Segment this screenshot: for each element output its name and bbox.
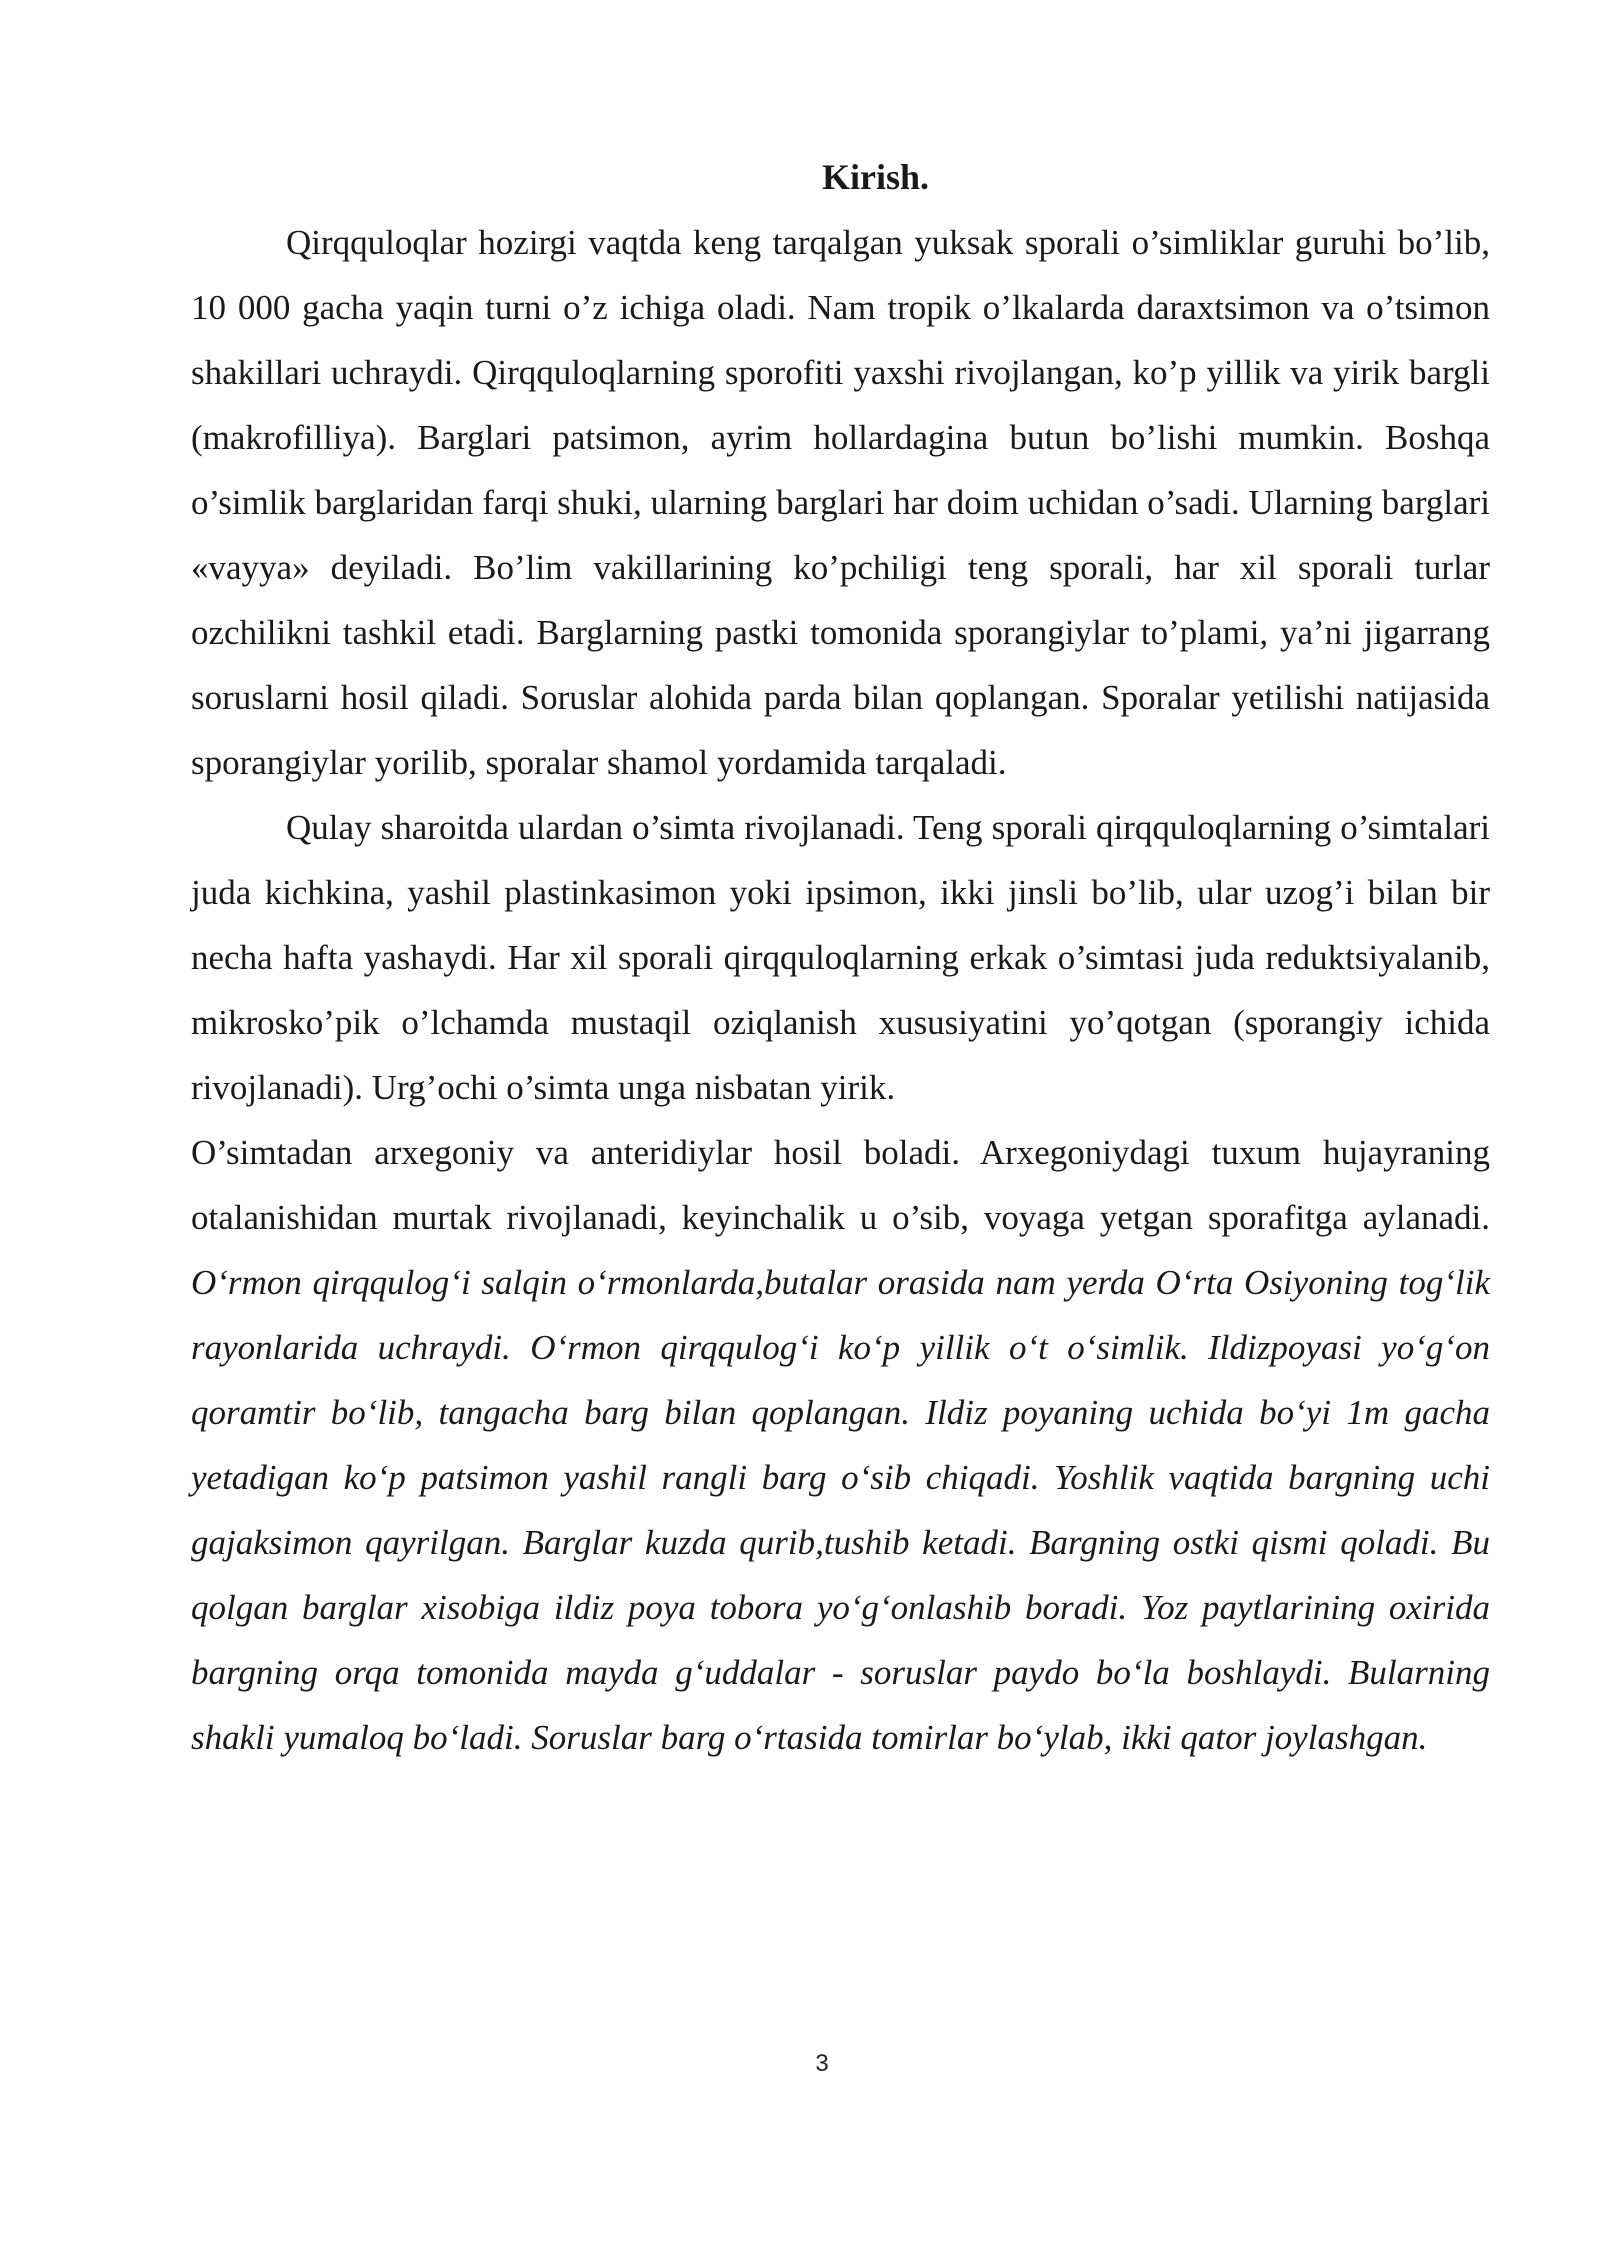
paragraph-prothallus: Qulay sharoitda ulardan o’simta rivojlanadi. Teng sporali qirqquloqlarning o’simtalari juda kichkina, yashil plastinkasimon yoki ipsimon, ikki jinsli bo’lib, ular uzog’i bilan bir necha hafta yashaydi. Har xil sporali qirqquloqlarning erkak o’simtasi juda reduktsiyalanib, mikrosko’pik o’lchamda mustaqil oziqlanish xususiyatini yo’qotgan (sporangiy ichida rivojlanadi). Urg’ochi o’simta unga nisbatan yirik. [191,808,1490,1107]
page-number: 3 [815,2050,829,2077]
paragraph-intro: Qirqquloqlar hozirgi vaqtda keng tarqalgan yuksak sporali o’simliklar guruhi bo’lib, 10 000 gacha yaqin turni o’z ichiga oladi. Nam tropik o’lkalarda daraxtsimon va o’tsimon shakillari uchraydi. Qirqquloqlarning sporofiti yaxshi rivojlangan, ko’p yillik va yirik bargli (makrofilliya). Barglari patsimon, ayrim hollardagina butun bo’lishi mumkin. Boshqa o’simlik barglaridan farqi shuki, ularning barglari har doim uchidan o’sadi. Ularning barglari «vayya» deyiladi. Bo’lim vakillarining ko’pchiligi teng sporali, har xil sporali turlar ozchilikni tashkil etadi. Barglarning pastki tomonida sporangiylar to’plami, ya’ni jigarrang soruslarni hosil qiladi. Soruslar alohida parda bilan qoplangan. Sporalar yetilishi natijasida sporangiylar yorilib, sporalar shamol yordamida tarqaladi. [191,223,1490,782]
document-title: Kirish. [821,157,929,197]
paragraph-forest-fern [191,1120,1490,1770]
paragraph-forest-fern-italic: O‘rmon qirqqulog‘i salqin o‘rmonlarda,butalar orasida nam yerda O‘rta Osiyoning tog‘lik rayonlarida uchraydi. O‘rmon qirqqulog‘i ko‘p yillik o‘t o‘simlik. Ildizpoyasi yo‘g‘on qoramtir bo‘lib, tangacha barg bilan qoplangan. Ildiz poyaning uchida bo‘yi 1m gacha yetadigan ko‘p patsimon yashil rangli barg o‘sib chiqadi. Yoshlik vaqtida bargning uchi gajaksimon qayrilgan. Barglar kuzda qurib,tushib ketadi. Bargning ostki qismi qoladi. Bu qolgan barglar xisobiga ildiz poya tobora yo‘g‘onlashib boradi. Yoz paytlarining oxirida bargning orqa tomonida mayda g‘uddalar - soruslar paydo bo‘la boshlaydi. Bularning shakli yumaloq bo‘ladi. Soruslar barg o‘rtasida tomirlar bo‘ylab, ikki qator joylashgan. [191,1263,1490,1757]
document-page [191,145,1490,1770]
paragraph-forest-fern-regular: O’simtadan arxegoniy va anteridiylar hosil boladi. Arxegoniydagi tuxum hujayraning otalanishidan murtak rivojlanadi, keyinchalik u o’sib, voyaga yetgan sporafitga aylanadi. [191,1133,1490,1237]
